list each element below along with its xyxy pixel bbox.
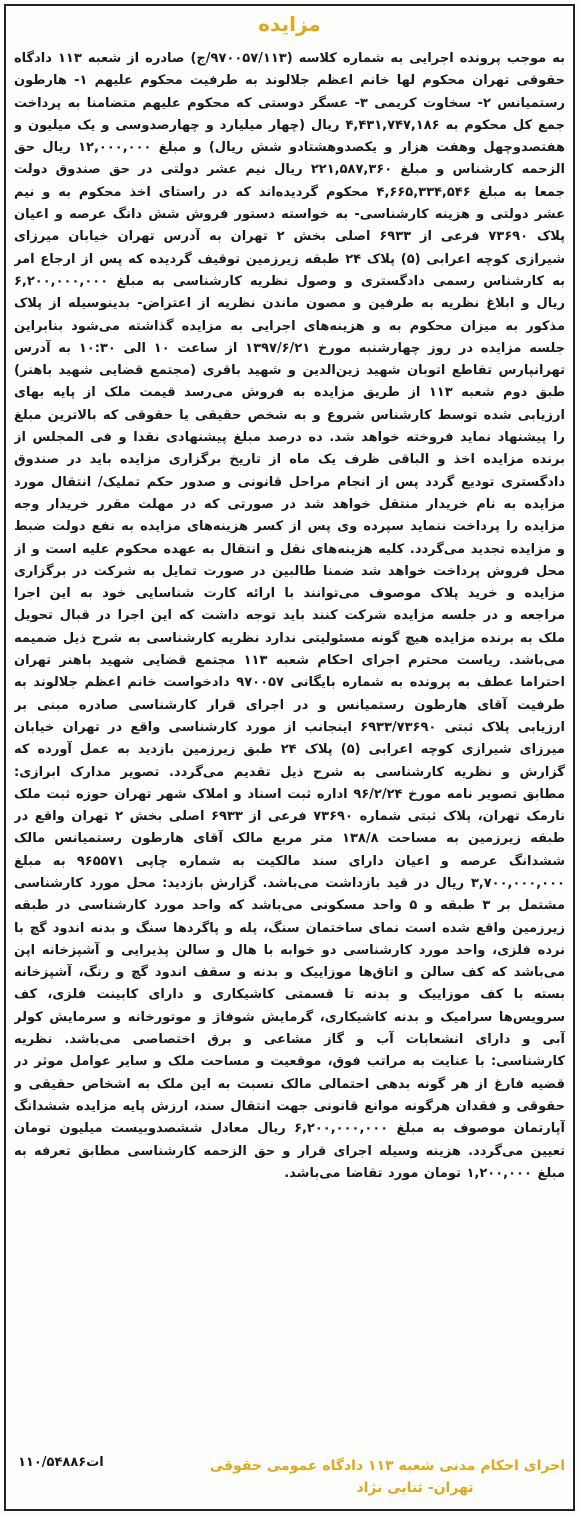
reference-number: ۱۱۰/۵۴۸۸۶ات	[18, 1455, 104, 1470]
notice-body: به موجب پرونده اجرایی به شماره کلاسه (۹۷۰۰۵۷/۱۱۳/ج) صادره از شعبه ۱۱۳ دادگاه حقوقی تهران محکوم لها خانم اعظم جلالوند به طرفیت محکوم علیهم ۱- هارطون رستمیانس ۲- سخاوت کریمی ۳- عسگر دوستی که محکوم علیهم متضامنا به پرداخت جمع کل محکوم به ۴,۴۳۱,۷۴۷,۱۸۶ ریال (چهار میلیارد و چهارصدوسی و یک میلیون و هفتصدوچهل وهفت هزار و یکصدوهشتادو شش ریال) و مبلغ ۱۲,۰۰۰,۰۰۰ ریال حق الزحمه کارشناس و مبلغ ۲۲۱,۵۸۷,۳۶۰ ریال نیم عشر دولتی در حق صندوق دولت جمعا به مبلغ ۴,۶۶۵,۳۳۴,۵۴۶ محکوم گردیده‌اند که در راستای اخذ محکوم به و نیم عشر دولتی و هزینه کارشناسی- به خواسته دستور فروش شش دانگ عرصه و اعیان پلاک ۷۳۶۹۰ فرعی از ۶۹۳۳ اصلی بخش ۲ تهران به آدرس تهران خیابان میرزای شیرازی کوچه اعرابی (۵) پلاک ۲۴ طبقه زیرزمین توقیف گردیده که پس از ارجاع امر به کارشناس رسمی دادگستری و وصول نظریه کارشناسی به مبلغ ۶,۲۰۰,۰۰۰,۰۰۰ ریال و ابلاغ نظریه به طرفین و مصون ماندن نظریه از اعتراض- بدینوسیله از پلاک مذکور به میزان محکوم به و هزینه‌های اجرایی به مزایده گذاشته می‌شود بنابراین جلسه مزایده در روز چهارشنبه مورخ ۱۳۹۷/۶/۲۱ از ساعت ۱۰ الی ۱۰:۳۰ به آدرس تهرانپارس تقاطع اتوبان شهید زین‌الدین و شهید باقری (مجتمع قضایی شهید باهنر) طبق دوم شعبه ۱۱۳ از طریق مزایده به فروش می‌رسد قیمت ملک از پایه بهای ارزیابی شده توسط کارشناس شروع و به شخص حقیقی یا حقوقی که بالاترین مبلغ را پیشنهاد نماید فروخته خواهد شد. ده درصد مبلغ پیشنهادی نقدا و فی المجلس از برنده مزایده اخذ و الباقی ظرف یک ماه از تاریخ برگزاری مزایده باید در صندوق دادگستری تودیع گردد پس از انجام مراحل قانونی و صدور حکم تملیک/ انتقال مورد مزایده به نام خریدار منتقل خواهد شد در صورتی که در مهلت مقرر خریدار وجه مزایده را پرداخت ننماید سپرده وی پس از کسر هزینه‌های مزایده به نفع دولت ضبط و مزایده تجدید می‌گردد. کلیه هزینه‌های نقل و انتقال به عهده محکوم علیه است و از محل فروش پرداخت خواهد شد ضمنا طالبین در صورت تمایل به شرکت در برگزاری مزایده و خرید پلاک موصوف می‌توانند با ارائه کارت شناسایی خود به این اجرا مراجعه و در جلسه مزایده شرکت کنند باید توجه داشت که این اجرا در قبال تحویل ملک به برنده مزایده هیچ گونه مسئولیتی ندارد نظریه کارشناسی به شرح ذیل ضمیمه می‌باشد. ریاست محترم اجرای احکام شعبه ۱۱۳ مجتمع قضایی شهید باهنر تهران احتراما عطف به پرونده به شماره بایگانی ۹۷۰۰۵۷ دادخواست خانم اعظم جلالوند به طرفیت آقای هارطون رستمیانس و در اجرای قرار کارشناسی صادره مبنی بر ارزیابی پلاک ثبتی ۶۹۳۳/۷۳۶۹۰ اینجانب از مورد کارشناسی واقع در تهران خیابان میرزای شیرازی کوچه اعرابی (۵) پلاک ۲۴ طبق زیرزمین بازدید به عمل آورده که گزارش و نظریه کارشناسی به شرح ذیل تقدیم می‌گردد. تصویر مدارک ابرازی: مطابق تصویر نامه مورخ ۹۶/۲/۲۴ اداره ثبت اسناد و املاک شهر تهران حوزه ثبت ملک نارمک تهران، پلاک ثبتی شماره ۷۳۶۹۰ فرعی از ۶۹۳۳ اصلی بخش ۲ تهران واقع در طبقه زیرزمین به مساحت ۱۳۸/۸ متر مربع مالک آقای هارطون رستمیانس مالک ششدانگ عرصه و اعیان دارای سند مالکیت به شماره چاپی ۹۶۵۵۷۱ به مبلغ ۳,۷۰۰,۰۰۰,۰۰۰ ریال در قید بازداشت می‌باشد. گزارش بازدید: محل مورد کارشناسی مشتمل بر ۳ طبقه و ۵ واحد مسکونی می‌باشد که واحد مورد کارشناسی در طبقه زیرزمین واقع شده است نمای ساختمان سنگ، پله و پاگردها سنگ و بدنه اندود گچ با نرده فلزی، واحد مورد کارشناسی دو خوابه با هال و سالن پذیرایی و آشپزخانه اپن می‌باشد که کف سالن و اتاق‌ها موزاییک و بدنه و سقف اندود گچ و رنگ، آشپزخانه بسته با کف موزاییک و بدنه تا قسمتی کاشیکاری و دارای کابینت فلزی، کف سرویس‌ها سرامیک و بدنه کاشیکاری، گرمایش شوفاژ و موتورخانه و سرمایش کولر آبی و دارای انشعابات آب و گاز مشاعی و برق اختصاصی می‌باشد. نظریه کارشناسی: با عنایت به مراتب فوق، موقعیت و مساحت ملک و سایر عوامل موثر در قضیه فارغ از هر گونه بدهی احتمالی مالک نسبت به این ملک به اشخاص حقیقی و حقوقی و فقدان هرگونه موانع قانونی جهت انتقال سند، ارزش پایه مزایده ششدانگ آپارتمان موصوف به مبلغ ۶,۲۰۰,۰۰۰,۰۰۰ ریال معادل ششصدوبیست میلیون تومان تعیین می‌گردد. هزینه وسیله اجرای قرار و حق الزحمه کارشناسی مطابق تعرفه به مبلغ ۱,۲۰۰,۰۰۰ تومان مورد تقاضا می‌باشد.	[14, 51, 565, 1181]
notice-title: مزایده	[258, 12, 321, 36]
issuer-line-1: اجرای احکام مدنی شعبه ۱۱۳ دادگاه عمومی حقوقی	[209, 1458, 565, 1474]
issuer-signature	[209, 1455, 565, 1499]
issuer-line-2: تهران- ثنایی نژاد	[356, 1480, 474, 1496]
notice-footer	[14, 1455, 565, 1505]
